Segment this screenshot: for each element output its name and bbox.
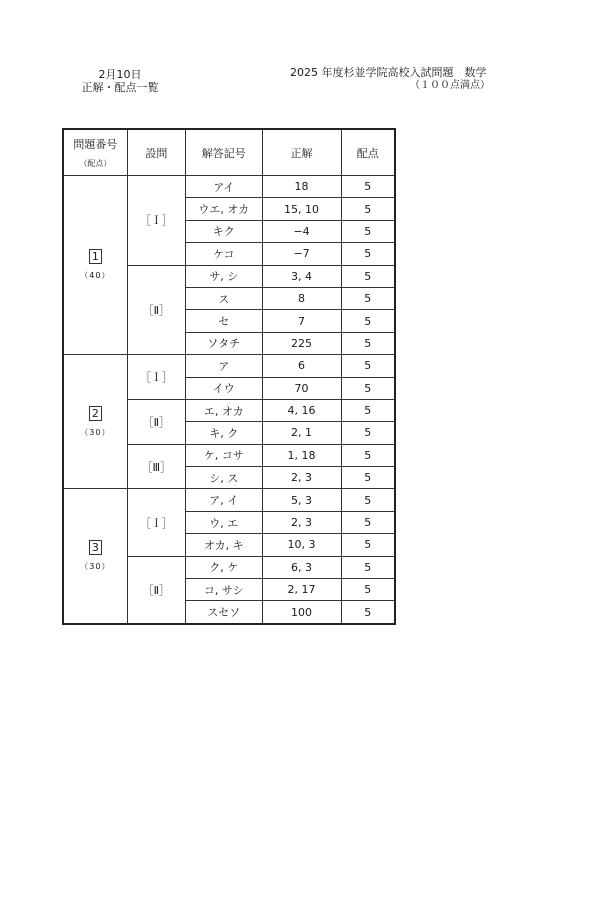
answer-code-cell: キク <box>185 220 262 242</box>
answer-code-cell: スセソ <box>185 601 262 624</box>
subtitle-label: 正解・配点一覧 <box>81 81 159 94</box>
answer-code-cell: ク, ケ <box>185 556 262 578</box>
answer-value-cell: 2, 1 <box>262 422 341 444</box>
points-cell: 5 <box>341 422 395 444</box>
answer-value-cell: −7 <box>262 243 341 265</box>
answer-code-cell: シ, ス <box>185 467 262 489</box>
header-answer: 正解 <box>262 129 341 176</box>
answer-value-cell: 6 <box>262 355 341 377</box>
points-cell: 5 <box>341 220 395 242</box>
answer-code-cell: キ, ク <box>185 422 262 444</box>
points-cell: 5 <box>341 176 395 198</box>
answer-value-cell: −4 <box>262 220 341 242</box>
points-cell: 5 <box>341 287 395 309</box>
problem-number: 3 <box>89 540 102 555</box>
answer-code-cell: ア <box>185 355 262 377</box>
answer-value-cell: 225 <box>262 332 341 354</box>
header-right <box>290 66 500 92</box>
points-cell: 5 <box>341 355 395 377</box>
points-cell: 5 <box>341 399 395 421</box>
points-cell: 5 <box>341 265 395 287</box>
answer-value-cell: 18 <box>262 176 341 198</box>
problem-points: （40） <box>80 271 111 281</box>
answer-value-cell: 70 <box>262 377 341 399</box>
part-cell: ［Ｉ］ <box>127 176 185 266</box>
header-points: 配点 <box>341 129 395 176</box>
answer-value-cell: 8 <box>262 287 341 309</box>
answer-value-cell: 4, 16 <box>262 399 341 421</box>
answer-table <box>62 128 396 625</box>
answer-value-cell: 5, 3 <box>262 489 341 511</box>
answer-code-cell: ソタチ <box>185 332 262 354</box>
answer-code-cell: イウ <box>185 377 262 399</box>
header-part: 設問 <box>127 129 185 176</box>
points-cell: 5 <box>341 579 395 601</box>
answer-code-cell: ケ, コサ <box>185 444 262 466</box>
answer-value-cell: 7 <box>262 310 341 332</box>
header-code: 解答記号 <box>185 129 262 176</box>
problem-points: （30） <box>80 562 111 572</box>
part-cell: ［Ⅱ］ <box>127 265 185 355</box>
table-body <box>63 176 395 624</box>
part-cell: ［Ⅲ］ <box>127 444 185 489</box>
points-cell: 5 <box>341 601 395 624</box>
points-cell: 5 <box>341 310 395 332</box>
answer-code-cell: サ, シ <box>185 265 262 287</box>
answer-code-cell: セ <box>185 310 262 332</box>
answer-code-cell: ス <box>185 287 262 309</box>
points-cell: 5 <box>341 511 395 533</box>
points-cell: 5 <box>341 467 395 489</box>
answer-value-cell: 2, 3 <box>262 467 341 489</box>
problem-number: 2 <box>89 406 102 421</box>
answer-value-cell: 100 <box>262 601 341 624</box>
problem-cell <box>63 355 127 489</box>
answer-code-cell: オカ, キ <box>185 534 262 556</box>
header-left <box>80 68 160 94</box>
answer-value-cell: 6, 3 <box>262 556 341 578</box>
exam-title: 2025 年度杉並学院高校入試問題 数学 <box>290 66 487 79</box>
answer-code-cell: ケコ <box>185 243 262 265</box>
table-row <box>63 489 395 511</box>
answer-value-cell: 1, 18 <box>262 444 341 466</box>
answer-value-cell: 2, 3 <box>262 511 341 533</box>
table-row <box>63 176 395 198</box>
points-cell: 5 <box>341 556 395 578</box>
answer-code-cell: ウ, エ <box>185 511 262 533</box>
header-problem <box>63 129 127 176</box>
table-header-row <box>63 129 395 176</box>
part-cell: ［Ⅱ］ <box>127 556 185 624</box>
total-points-label: （１００点満点） <box>410 80 490 91</box>
points-cell: 5 <box>341 198 395 220</box>
answer-code-cell: エ, オカ <box>185 399 262 421</box>
answer-code-cell: ウエ, オカ <box>185 198 262 220</box>
points-cell: 5 <box>341 332 395 354</box>
points-cell: 5 <box>341 444 395 466</box>
header-problem-sub: （配点） <box>79 159 112 168</box>
answer-value-cell: 3, 4 <box>262 265 341 287</box>
points-cell: 5 <box>341 377 395 399</box>
problem-number: 1 <box>89 249 102 264</box>
answer-value-cell: 10, 3 <box>262 534 341 556</box>
header-problem-label: 問題番号 <box>73 138 118 151</box>
answer-value-cell: 15, 10 <box>262 198 341 220</box>
answer-code-cell: ア, イ <box>185 489 262 511</box>
problem-points: （30） <box>80 427 111 437</box>
part-cell: ［Ｉ］ <box>127 355 185 400</box>
answer-code-cell: アイ <box>185 176 262 198</box>
answer-value-cell: 2, 17 <box>262 579 341 601</box>
table-row <box>63 355 395 377</box>
date-label: 2月10日 <box>98 68 142 81</box>
points-cell: 5 <box>341 534 395 556</box>
points-cell: 5 <box>341 489 395 511</box>
points-cell: 5 <box>341 243 395 265</box>
problem-cell <box>63 176 127 355</box>
problem-cell <box>63 489 127 624</box>
answer-code-cell: コ, サシ <box>185 579 262 601</box>
part-cell: ［Ⅱ］ <box>127 399 185 444</box>
part-cell: ［Ｉ］ <box>127 489 185 556</box>
